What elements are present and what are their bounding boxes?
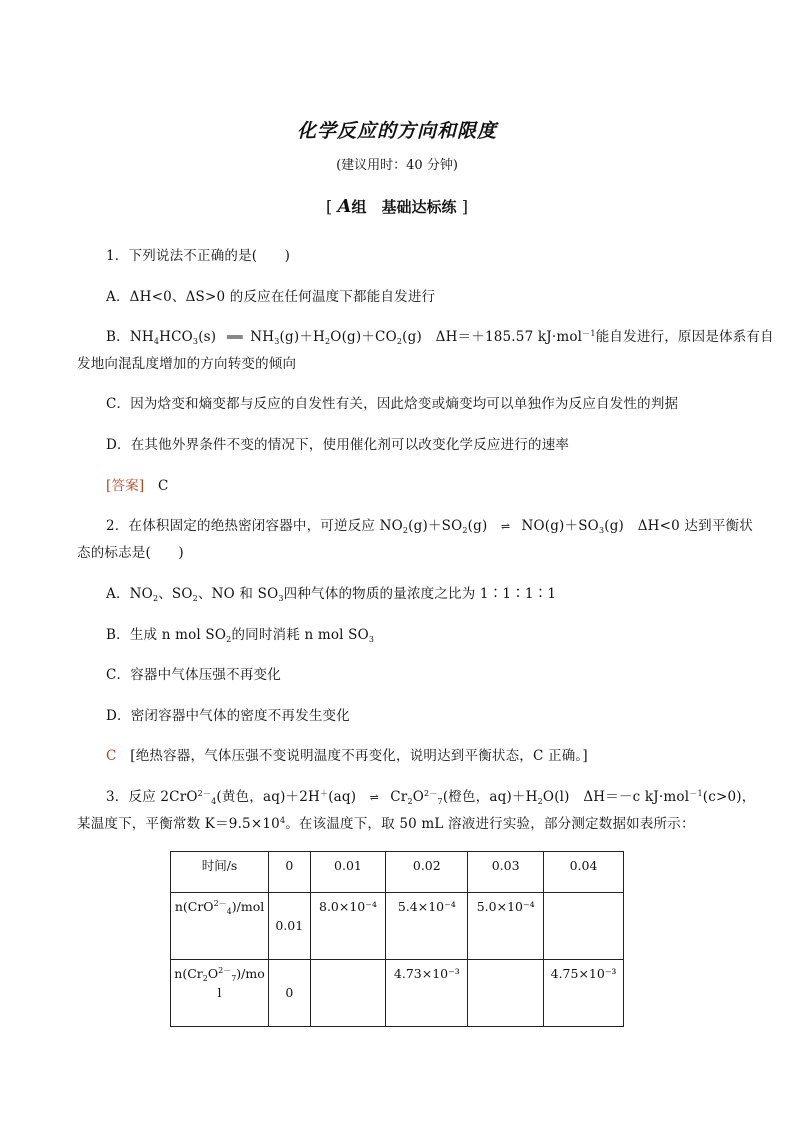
q2-b-prefix: B．生成 n mol SO (106, 627, 227, 643)
table-header-row (171, 852, 624, 893)
table-row-label: $n(Cr_2O^{2-}_7)$/mol (171, 960, 269, 1027)
reversible-arrow-icon: ⇌ (369, 791, 377, 804)
group-title: 组 基础达标练 (351, 198, 457, 216)
q1-stem: 1．下列说法不正确的是( ) (106, 248, 291, 264)
q2-b-mid: 的同时消耗 n mol SO (231, 627, 369, 643)
reversible-arrow-icon: ⇌ (500, 520, 509, 533)
table-cell: 4.75×10⁻³ (544, 960, 624, 1027)
q2-answer (106, 744, 588, 764)
table-cell: 0.01 (269, 893, 310, 960)
table-cell (468, 960, 544, 1027)
q3-stem-a: (黄色，aq)＋2H (216, 789, 321, 805)
data-table (170, 851, 624, 1027)
table-cell (544, 893, 624, 960)
q3-stem-line2-text: 某温度下，平衡常数 K＝9.5×10 (77, 816, 280, 832)
table-header-cell: 0.04 (544, 852, 624, 893)
table-header-cell: 0.02 (386, 852, 468, 893)
q2-a-prefix: A．NO (106, 586, 153, 602)
q2-option-d: D．密闭容器中气体的密度不再发生变化 (106, 708, 350, 724)
q1-option-b-line2: 发地向混乱度增加的方向转变的倾向 (77, 356, 297, 372)
q3-stem-line2: 某温度下，平衡常数 $K=9.5\times 10^4$。在该温度下，取 50 mL 溶液进行实验，部分测定数据如表所示： (77, 816, 695, 832)
q2-option-a: A．$NO_2$、$SO_2$、NO 和 $SO_3$四种气体的物质的量浓度之比为 1∶1∶1∶1 (106, 586, 557, 603)
table-header-cell: 0 (269, 852, 310, 893)
q3-stem-d: O(l) ΔH＝－c kJ·mol (542, 789, 690, 805)
answer-tag: [答案] (106, 478, 145, 494)
q3-stem-e: (c>0)， (702, 789, 756, 805)
q1-option-c: C．因为焓变和熵变都与反应的自发性有关，因此焓变或熵变均可以单独作为反应自发性的判据 (106, 396, 679, 412)
group-letter: A (337, 196, 352, 217)
q1-answer (106, 474, 169, 494)
equals-arrow-icon: ═══ (226, 330, 240, 344)
q3-stem-prefix: 3．反应 2CrO (106, 789, 198, 805)
table-cell: 5.4×10⁻⁴ (386, 893, 468, 960)
q3-stem: 3．反应 2CrO$^{2-}_4$(黄色，aq)＋2H＋(aq) ⇌ $Cr_2O^{2-}_7$(橙色，$aq)+H_2O(l)$ ΔH＝－c kJ·mol$^{-1}$(c>0)， (106, 789, 756, 806)
q2-a-end: 四种气体的物质的量浓度之比为 1∶1∶1∶1 (283, 586, 557, 602)
table-cell: 4.73×10⁻³ (386, 960, 468, 1027)
table-header-cell: 0.03 (468, 852, 544, 893)
suggested-time: (建议用时：40 分钟) (336, 158, 458, 173)
table-row (171, 960, 624, 1027)
table-cell: 0 (269, 960, 310, 1027)
page-title: 化学反应的方向和限度 (296, 120, 497, 142)
table-cell: 8.0×10⁻⁴ (310, 893, 386, 960)
table-row-label: n(CrO$^{2-}_4$)/mol (171, 893, 269, 960)
q1-b-line1-end: 能自发进行，原因是体系有自 (595, 329, 774, 345)
q1-option-d: D．在其他外界条件不变的情况下，使用催化剂可以改变化学反应进行的速率 (106, 437, 570, 453)
q1-answer-value: C (158, 478, 169, 494)
q1-b-unit: kJ·mol (537, 329, 583, 345)
answer-tag: C (106, 748, 117, 764)
table-header-cell: 时间/s (171, 852, 269, 893)
q3-stem-c: (橙色，aq)＋H (442, 789, 538, 805)
q2-option-c: C．容器中气体压强不再变化 (106, 667, 281, 683)
q2-stem-prefix: 2．在体积固定的绝热密闭容器中，可逆反应 NO (106, 518, 403, 534)
table-cell (310, 960, 386, 1027)
group-heading (0, 196, 794, 217)
q3-stem-b: (aq) (328, 789, 357, 805)
q2-stem: 2．在体积固定的绝热密闭容器中，可逆反应 $NO_2(g)+SO_2(g)$ ⇌ $NO(g)+SO_3(g)$ ΔH<0 达到平衡状 (106, 518, 753, 535)
q1-option-a: A．ΔH<0、ΔS>0 的反应在任何温度下都能自发进行 (106, 289, 436, 305)
q3-stem-line2-end: 。在该温度下，取 50 mL 溶液进行实验，部分测定数据如表所示： (285, 816, 695, 832)
q2-stem-line2: 态的标志是( ) (77, 545, 184, 561)
q2-option-b: B．生成 n mol $SO_2$的同时消耗 n mol $SO_3$ (106, 627, 375, 644)
q1-b-prefix: B．NH (106, 329, 154, 345)
group-bracket-open: [ (326, 197, 333, 216)
table-row (171, 893, 624, 960)
table-header-cell: 0.01 (310, 852, 386, 893)
table-cell: 5.0×10⁻⁴ (468, 893, 544, 960)
q1-option-b: B．$NH_4HCO_3(s)$ ═══ $NH_3(g)+H_2O(g)+CO_2(g)$ ΔH＝＋185.57 kJ·mol$^{-1}$能自发进行，原因是体系有自 (106, 329, 774, 346)
q2-answer-explanation: [绝热容器，气体压强不变说明温度不再变化，说明达到平衡状态，C 正确。] (130, 748, 588, 764)
group-bracket-close: ] (461, 197, 468, 216)
q2-stem-end: ΔH<0 达到平衡状 (637, 518, 753, 534)
